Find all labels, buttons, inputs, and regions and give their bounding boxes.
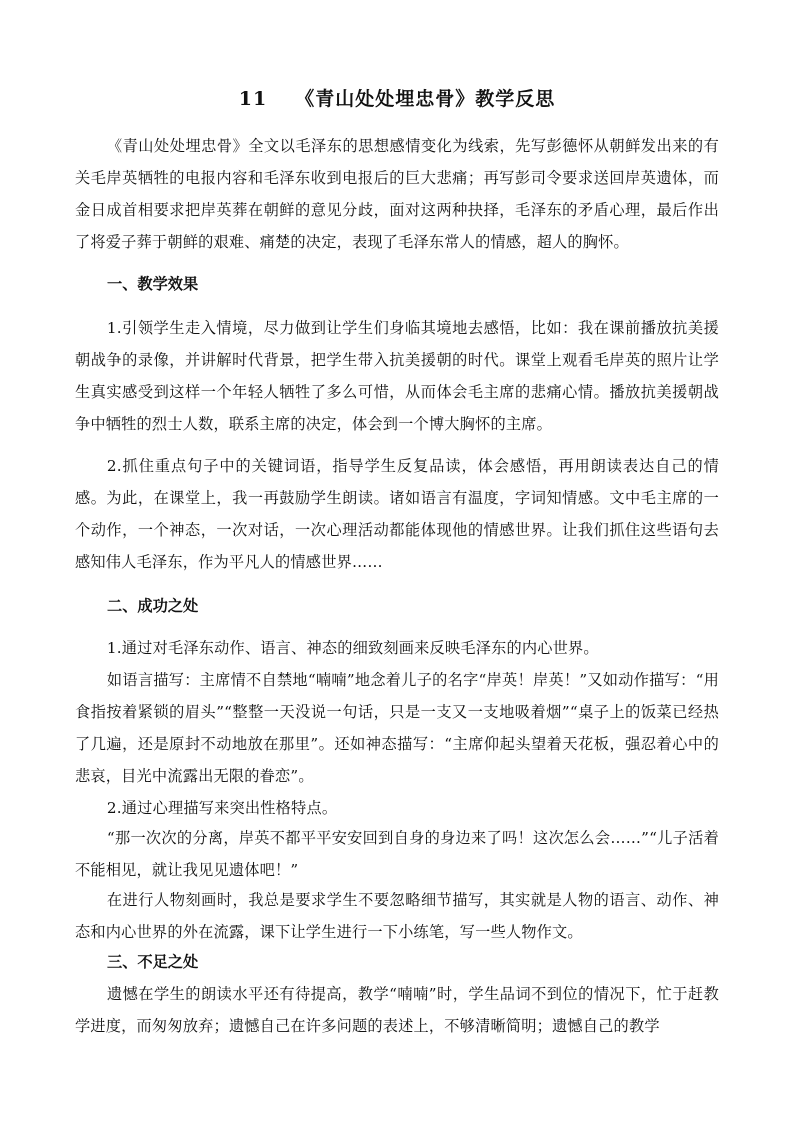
successes-point-1: 1.通过对毛泽东动作、语言、神态的细致刻画来反映毛泽东的内心世界。 <box>106 639 599 657</box>
section-heading-effects: 一、教学效果 <box>107 275 199 293</box>
effects-paragraph-1: 1.引领学生走入情境，尽力做到让学生们身临其境地去感悟，比如：我在课前播放抗美援朝战争的录像，并讲解时代背景，把学生带入抗美援朝的时代。课堂上观看毛岸英的照片让学生真实感受到这样一个年轻人牺牲了多么可惜，从而体会毛主席的悲痛心情。播放抗美援朝战争中牺牲的烈士人数，联系主席的决定，体会到一个博大胸怀的主席。 <box>75 319 719 433</box>
intro-paragraph: 《青山处处埋忠骨》全文以毛泽东的思想感情变化为线索，先写彭德怀从朝鲜发出来的有关毛岸英牺牲的电报内容和毛泽东收到电报后的巨大悲痛；再写彭司令要求送回岸英遗体，而金日成首相要求把岸英葬在朝鲜的意见分歧，面对这两种抉择，毛泽东的矛盾心理，最后作出了将爱子葬于朝鲜的艰难、痛楚的决定，表现了毛泽东常人的情感，超人的胸怀。 <box>75 137 719 251</box>
successes-summary: 在进行人物刻画时，我总是要求学生不要忽略细节描写，其实就是人物的语言、动作、神态和内心世界的外在流露，课下让学生进行一下小练笔，写一些人物作文。 <box>75 891 719 941</box>
effects-paragraph-2: 2.抓住重点句子中的关键词语，指导学生反复品读，体会感悟，再用朗读表达自己的情感。为此，在课堂上，我一再鼓励学生朗读。诸如语言有温度，字词知情感。文中毛主席的一个动作，一个神态，一次对话，一次心理活动都能体现他的情感世界。让我们抓住这些语句去感知伟人毛泽东，作为平凡人的情感世界…… <box>75 457 719 571</box>
successes-example-1: 如语言描写：主席情不自禁地“喃喃”地念着儿子的名字“岸英！岸英！”又如动作描写：“用食指按着紧锁的眉头”“整整一天没说一句话，只是一支又一支地吸着烟”“桌子上的饭菜已经热了几遍，还是原封不动地放在那里”。还如神态描写：“主席仰起头望着天花板，强忍着心中的悲哀，目光中流露出无限的眷恋”。 <box>75 671 719 785</box>
section-heading-shortcomings: 三、不足之处 <box>107 953 199 971</box>
successes-example-2: “那一次次的分离，岸英不都平平安安回到自身的身边来了吗！这次怎么会……”“儿子活着不能相见，就让我见见遗体吧！” <box>75 829 719 879</box>
section-heading-successes: 二、成功之处 <box>107 597 199 615</box>
shortcomings-paragraph: 遗憾在学生的朗读水平还有待提高，教学“喃喃”时，学生品词不到位的情况下，忙于赶教学进度，而匆匆放弃；遗憾自己在许多问题的表述上，不够清晰简明；遗憾自己的教学 <box>75 985 719 1035</box>
page-title <box>0 84 794 111</box>
title-text: 《青山处处埋忠骨》教学反思 <box>295 88 556 110</box>
lesson-number: 11 <box>238 88 268 110</box>
successes-point-2: 2.通过心理描写来突出性格特点。 <box>106 799 338 817</box>
